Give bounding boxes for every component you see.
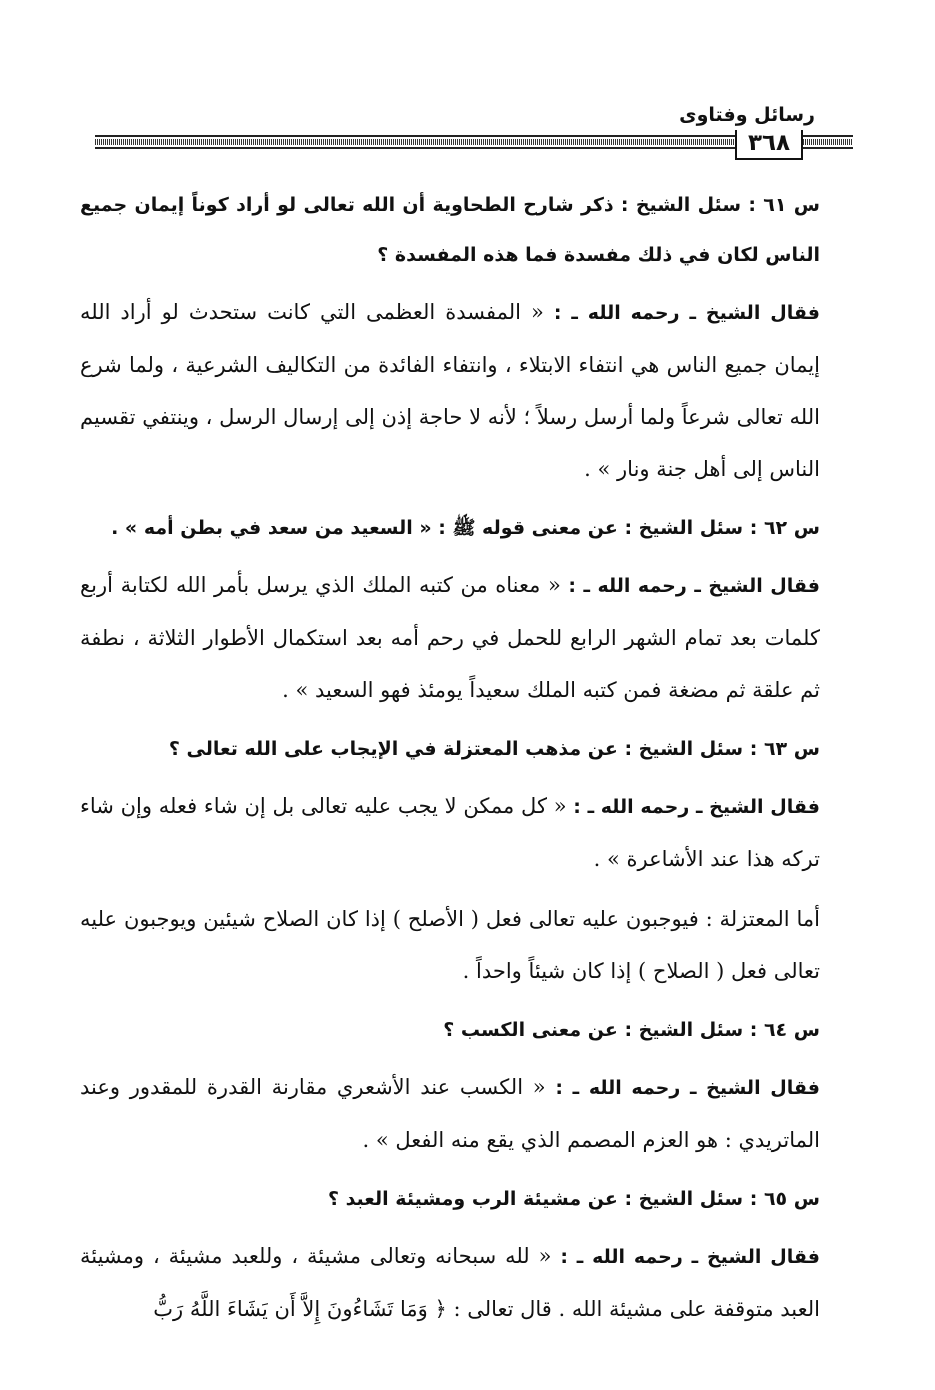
answer-64 [80, 1061, 820, 1166]
question-64: س ٦٤ : سئل الشيخ : عن معنى الكسب ؟ [443, 1019, 820, 1041]
answer-lead: فقال الشيخ ـ رحمه الله ـ : [553, 302, 820, 324]
answer-text: « معناه من كتبه الملك الذي يرسل بأمر الله لكتابة أربع كلمات بعد تمام الشهر الرابع للحمل في رحم أمه بعد استكمال الأطوار الثلاثة ، نطفة ثم علقة ثم مضغة فمن كتبه الملك سعيداً يومئذ فهو السعيد » . [80, 573, 820, 702]
page-body [80, 180, 820, 1343]
answer-lead: فقال الشيخ ـ رحمه الله ـ : [568, 575, 820, 597]
answer-63 [80, 780, 820, 885]
answer-lead: فقال الشيخ ـ رحمه الله ـ : [555, 1077, 820, 1099]
answer-lead: فقال الشيخ ـ رحمه الله ـ : [560, 1246, 820, 1268]
question-65: س ٦٥ : سئل الشيخ : عن مشيئة الرب ومشيئة العبد ؟ [327, 1188, 820, 1210]
question-63: س ٦٣ : سئل الشيخ : عن مذهب المعتزلة في الإيجاب على الله تعالى ؟ [168, 738, 820, 760]
answer-text: « المفسدة العظمى التي كانت ستحدث لو أراد الله إيمان جميع الناس هي انتفاء الابتلاء ، وانتفاء الفائدة من التكاليف الشرعية ، ولما شرع الله تعالى شرعاً ولما أرسل رسلاً ؛ لأنه لا حاجة إذن إلى إرسال الرسل ، وينتفي تقسيم الناس إلى أهل جنة ونار » . [80, 300, 820, 481]
answer-text: « الكسب عند الأشعري مقارنة القدرة للمقدور وعند الماتريدي : هو العزم المصمم الذي يقع منه الفعل » . [80, 1075, 820, 1152]
page-number: ٣٦٨ [735, 130, 803, 160]
answer-text: « لله سبحانه وتعالى مشيئة ، وللعبد مشيئة ، ومشيئة العبد متوقفة على مشيئة الله . قال تعالى : ﴿ وَمَا تَشَاءُونَ إِلاَّ أَن يَشَاءَ اللَّهُ رَبُّ [80, 1244, 820, 1321]
answer-lead: فقال الشيخ ـ رحمه الله ـ : [573, 796, 820, 818]
answer-text: « كل ممكن لا يجب عليه تعالى بل إن شاء فعله وإن شاء تركه هذا عند الأشاعرة » . [80, 794, 820, 871]
answer-61 [80, 286, 820, 495]
question-61: س ٦١ : سئل الشيخ : ذكر شارح الطحاوية أن الله تعالى لو أراد كوناً إيمان جميع الناس لكان في ذلك مفسدة فما هذه المفسدة ؟ [80, 194, 820, 266]
answer-65 [80, 1230, 820, 1335]
running-header-title: رسائل وفتاوى [679, 104, 815, 126]
answer-62 [80, 559, 820, 716]
mutazila-paragraph: أما المعتزلة : فيوجبون عليه تعالى فعل ( الأصلح ) إذا كان الصلاح شيئين ويوجبون عليه تعالى فعل ( الصلاح ) إذا كان شيئاً واحداً . [80, 907, 820, 983]
question-62: س ٦٢ : سئل الشيخ : عن معنى قوله ﷺ : « السعيد من سعد في بطن أمه » . [111, 517, 820, 539]
